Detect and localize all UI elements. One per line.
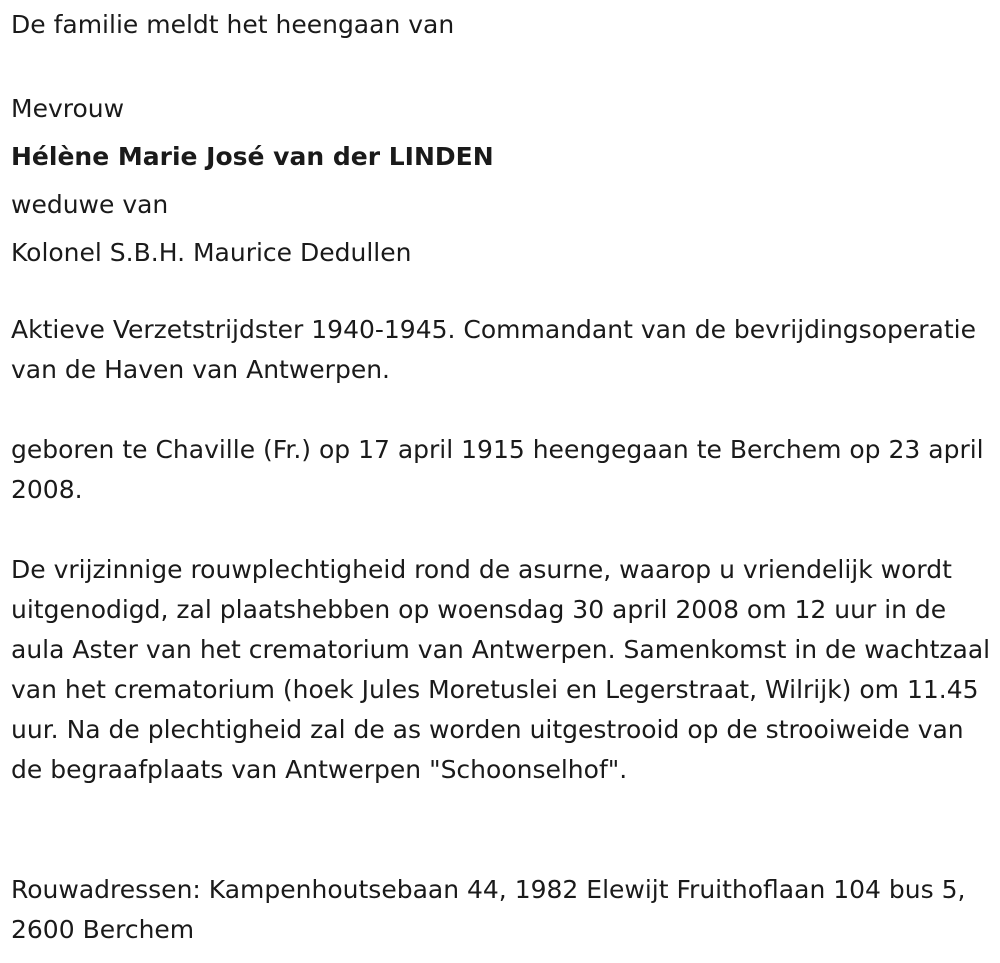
ceremony-paragraph: De vrijzinnige rouwplechtigheid rond de asurne, waarop u vriendelijk wordt uitgenodigd, zal plaatshebben op woensdag 30 april 2008 om 12 uur in de aula Aster van het crematorium van Antwerpen. Samenkomst in de wachtzaal van het crematorium (hoek Jules Moretuslei en Legerstraat, Wilrijk) om 11.45 uur. Na de plechtigheid zal de as worden uitgestrooid op de strooiweide van de begraafplaats van Antwerpen "Schoonselhof".: [11, 555, 991, 784]
spouse-name: Kolonel S.B.H. Maurice Dedullen: [11, 238, 412, 267]
addresses-paragraph: Rouwadressen: Kampenhoutsebaan 44, 1982 Elewijt Fruithoflaan 104 bus 5, 2600 Berchem: [11, 875, 966, 944]
intro-text: De familie meldt het heengaan van: [11, 10, 455, 39]
birth-death-paragraph: geboren te Chaville (Fr.) op 17 april 1915 heengegaan te Berchem op 23 april 2008.: [11, 435, 984, 504]
resistance-paragraph: Aktieve Verzetstrijdster 1940-1945. Commandant van de bevrijdingsoperatie van de Haven van Antwerpen.: [11, 315, 976, 384]
salutation: Mevrouw: [11, 94, 125, 123]
deceased-block: [11, 85, 494, 277]
widow-of-label: weduwe van: [11, 190, 169, 219]
deceased-name: Hélène Marie José van der LINDEN: [11, 142, 494, 171]
